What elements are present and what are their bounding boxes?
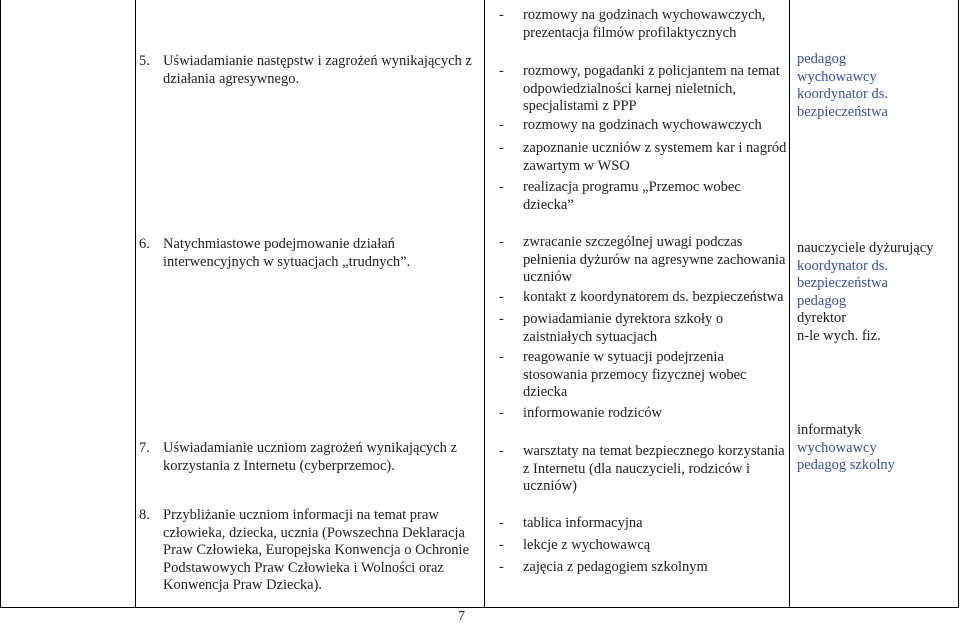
action-item: - rozmowy na godzinach wychowawczych xyxy=(499,117,762,133)
responsible-list xyxy=(797,240,947,345)
table-border-left xyxy=(0,0,1,608)
goal-row-5 xyxy=(139,53,479,88)
action-item: - lekcje z wychowawcą xyxy=(499,537,651,553)
action-item: - realizacja programu „Przemoc wobec dziecka” xyxy=(499,179,741,213)
goal-row-7 xyxy=(139,440,479,475)
action-item: - kontakt z koordynatorem ds. bezpieczeństwa xyxy=(499,289,784,305)
goal-text: Uświadamianie następstw i zagrożeń wynikających z działania agresywnego. xyxy=(163,53,472,87)
action-item: - reagowanie w sytuacji podejrzenia stosowania przemocy fizycznej wobec dziecka xyxy=(499,349,747,400)
responsible-person: informatyk xyxy=(797,422,862,438)
row-number: 5. xyxy=(139,53,150,69)
action-item: - zajęcia z pedagogiem szkolnym xyxy=(499,559,708,575)
action-item: - rozmowy, pogadanki z policjantem na temat odpowiedzialności karnej nieletnich, specjalistami z PPP xyxy=(499,63,780,114)
goal-text: Natychmiastowe podejmowanie działań interwencyjnych w sytuacjach „trudnych”. xyxy=(163,236,411,270)
column-divider-1 xyxy=(135,0,136,608)
responsible-person: nauczyciele dyżurujący xyxy=(797,240,934,256)
action-item: - informowanie rodziców xyxy=(499,405,662,421)
action-item: - zwracanie szczególnej uwagi podczas pełnienia dyżurów na agresywne zachowania uczniów xyxy=(499,234,786,285)
column-divider-2 xyxy=(484,0,485,608)
responsible-person: dyrektor xyxy=(797,310,847,326)
goal-text: Uświadamianie uczniom zagrożeń wynikających z korzystania z Internetu (cyberprzemoc). xyxy=(163,440,457,474)
table-border-right xyxy=(958,0,959,608)
row-number: 8. xyxy=(139,507,150,523)
responsible-person: bezpieczeństwa xyxy=(797,103,888,120)
goal-text: Przybliżanie uczniom informacji na temat praw człowieka, dziecka, ucznia (Powszechna Deklaracja Praw Człowieka, Europejska Konwencja o Ochronie Podstawowych Praw Człowieka i Wolności oraz Konwencja Praw Dziecka). xyxy=(163,507,470,593)
responsible-person: n-le wych. fiz. xyxy=(797,327,881,344)
row-number: 6. xyxy=(139,236,150,252)
responsible-person: pedagog xyxy=(797,51,847,67)
responsible-person: koordynator ds. xyxy=(797,257,889,274)
goal-row-6 xyxy=(139,236,479,271)
responsible-person: wychowawcy xyxy=(797,439,877,456)
action-item: - warsztaty na temat bezpiecznego korzystania z Internetu (dla nauczycieli, rodziców i uczniów) xyxy=(499,443,785,494)
responsible-person: koordynator ds. xyxy=(797,86,889,102)
action-item: - zapoznanie uczniów z systemem kar i nagród zawartym w WSO xyxy=(499,140,787,174)
responsible-person: wychowawcy xyxy=(797,68,877,85)
responsible-list xyxy=(797,51,947,121)
page-number: 7 xyxy=(458,609,465,624)
row-number: 7. xyxy=(139,440,150,456)
action-item: - tablica informacyjna xyxy=(499,515,643,531)
responsible-person: bezpieczeństwa xyxy=(797,275,888,291)
table-border-bottom xyxy=(0,607,959,608)
responsible-person: pedagog szkolny xyxy=(797,457,895,473)
responsible-list xyxy=(797,422,947,475)
responsible-person: pedagog xyxy=(797,292,847,309)
action-item: - powiadamianie dyrektora szkoły o zaistniałych sytuacjach xyxy=(499,311,724,345)
action-item: - rozmowy na godzinach wychowawczych, prezentacja filmów profilaktycznych xyxy=(499,7,766,41)
goal-row-8 xyxy=(139,507,479,595)
